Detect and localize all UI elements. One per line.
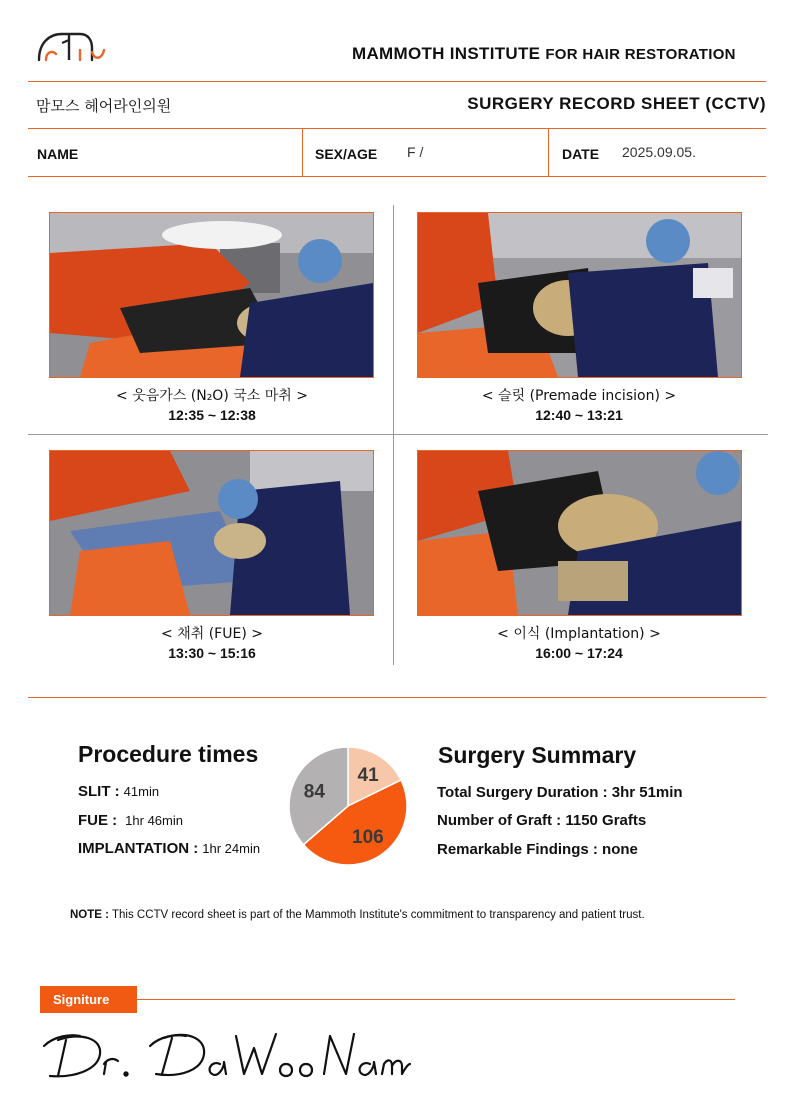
note-text: This CCTV record sheet is part of the Mammoth Institute's commitment to transparency and patient trust. bbox=[111, 909, 645, 921]
photo-time: 12:35 ~ 12:38 bbox=[168, 407, 256, 423]
pie-label-fue: 106 bbox=[352, 827, 384, 849]
photo-title: < 슬릿 (Premade incision) > bbox=[481, 388, 677, 404]
surgery-photo-2 bbox=[417, 212, 742, 378]
summary-grafts: Number of Graft : 1150 Grafts bbox=[437, 812, 647, 829]
sheet-title: SURGERY RECORD SHEET (CCTV) bbox=[467, 94, 766, 113]
photo-time: 16:00 ~ 17:24 bbox=[535, 645, 623, 661]
brand-title bbox=[352, 44, 736, 64]
grid-divider-h bbox=[28, 434, 768, 435]
header-rule-2 bbox=[28, 128, 766, 129]
header-rule bbox=[28, 81, 766, 82]
slit-label: SLIT : bbox=[78, 783, 120, 800]
fue-value: 1hr 46min bbox=[125, 813, 183, 828]
photo-title: < 채취 (FUE) > bbox=[161, 626, 263, 642]
pie-label-slit: 41 bbox=[357, 764, 379, 786]
header-rule-3 bbox=[28, 176, 766, 177]
sex-age-label: SEX/AGE bbox=[315, 146, 378, 162]
note-label: NOTE : bbox=[70, 909, 109, 921]
implantation-row bbox=[78, 840, 260, 857]
photo-title: < 웃음가스 (N₂O) 국소 마취 > bbox=[116, 388, 308, 404]
photo-time: 13:30 ~ 15:16 bbox=[168, 645, 256, 661]
clinic-name: 맘모스 헤어라인의원 bbox=[36, 97, 172, 115]
divider bbox=[302, 129, 303, 176]
slit-row bbox=[78, 783, 159, 800]
sex-age-value: F / bbox=[407, 144, 424, 160]
signature-line bbox=[137, 999, 735, 1000]
surgery-photo-4 bbox=[417, 450, 742, 616]
pie-label-implantation: 84 bbox=[303, 781, 325, 803]
photo-caption-3 bbox=[47, 625, 377, 663]
date-value: 2025.09.05. bbox=[622, 144, 696, 160]
summary-duration: Total Surgery Duration : 3hr 51min bbox=[437, 784, 683, 801]
procedure-title: Procedure times bbox=[78, 741, 259, 767]
name-label: NAME bbox=[37, 146, 79, 162]
signature-image bbox=[40, 1024, 420, 1084]
summary-findings: Remarkable Findings : none bbox=[437, 841, 638, 858]
brand-sub: FOR HAIR RESTORATION bbox=[545, 46, 736, 63]
implantation-label: IMPLANTATION : bbox=[78, 840, 199, 857]
slit-value: 41min bbox=[123, 784, 160, 799]
brand-main: MAMMOTH INSTITUTE bbox=[352, 44, 541, 63]
divider bbox=[548, 129, 549, 176]
grid-divider-v bbox=[393, 205, 394, 665]
signature-label: Signiture bbox=[40, 986, 137, 1013]
photo-title: < 이식 (Implantation) > bbox=[497, 626, 661, 642]
procedure-pie-chart bbox=[288, 746, 408, 866]
surgery-photo-3 bbox=[49, 450, 374, 616]
photo-caption-4 bbox=[414, 625, 744, 663]
photo-time: 12:40 ~ 13:21 bbox=[535, 407, 623, 423]
fue-row bbox=[78, 812, 183, 829]
summary-title: Surgery Summary bbox=[438, 742, 637, 768]
photo-caption-1 bbox=[47, 387, 377, 425]
mammoth-logo bbox=[36, 28, 106, 64]
fue-label: FUE : bbox=[78, 812, 118, 829]
surgery-photo-1 bbox=[49, 212, 374, 378]
date-label: DATE bbox=[562, 146, 600, 162]
photo-caption-2 bbox=[414, 387, 744, 425]
note bbox=[70, 909, 645, 921]
section-rule bbox=[28, 697, 766, 698]
implantation-value: 1hr 24min bbox=[202, 841, 261, 856]
pie-chart-svg bbox=[288, 746, 408, 866]
